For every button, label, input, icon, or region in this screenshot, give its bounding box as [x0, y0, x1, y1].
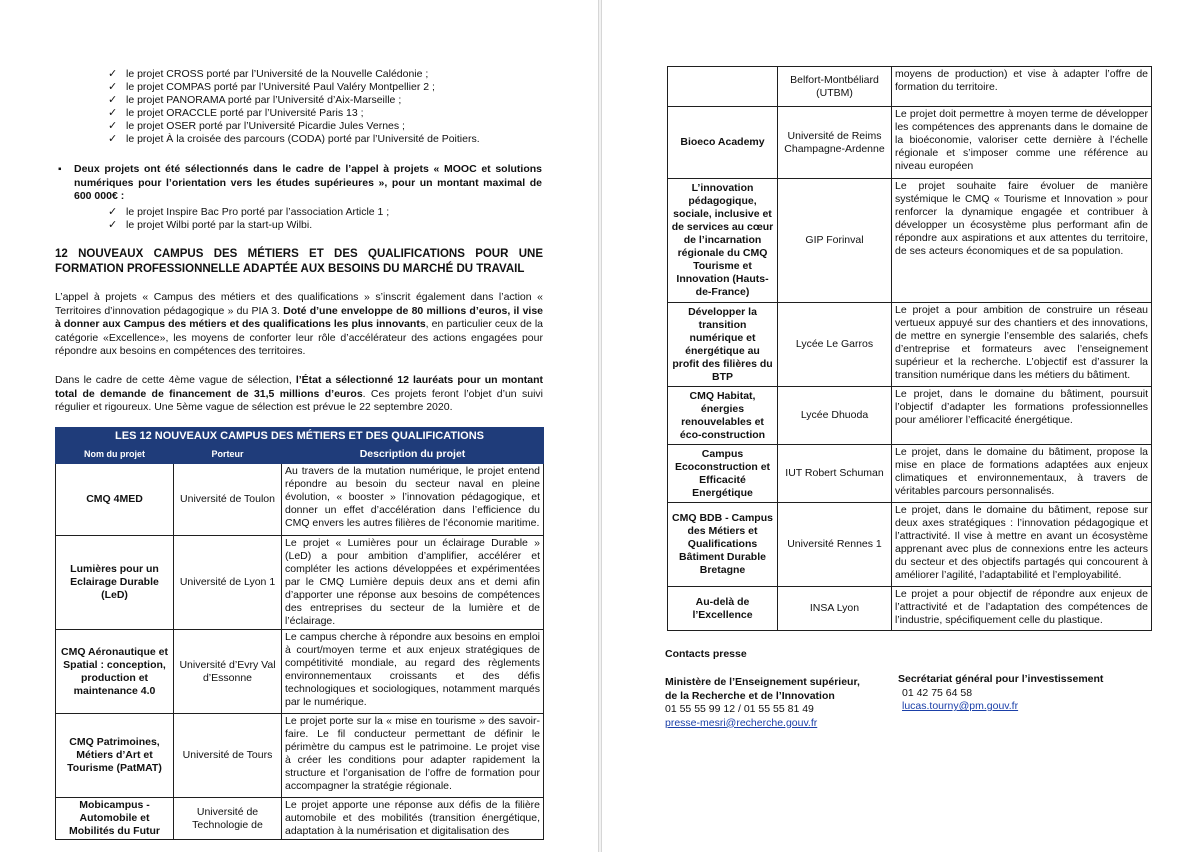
project-name-cell: CMQ Habitat, énergies renouvelables et éco-construction — [668, 387, 778, 445]
carrier-cell: Université Rennes 1 — [778, 503, 892, 587]
sgpi-contact — [898, 673, 1148, 714]
campus-table-continued — [667, 66, 1152, 631]
column-header: Nom du projet — [56, 446, 174, 464]
table-row — [56, 536, 544, 630]
document-page-left — [0, 0, 598, 852]
project-name-cell: L’innovation pédagogique, sociale, inclusive et de services au cœur de l’incarnation régionale du CMQ Tourisme et Innovation (Hauts-de-France) — [668, 179, 778, 303]
carrier-cell: Université de Technologie de — [174, 798, 282, 840]
carrier-cell: Université de Tours — [174, 714, 282, 798]
carrier-cell: Lycée Le Garros — [778, 303, 892, 387]
table-row — [668, 303, 1152, 387]
ministry-phone: 01 55 55 99 12 / 01 55 55 81 49 — [665, 703, 814, 715]
description-cell: Le projet a pour ambition de construire un réseau vertueux appuyé sur des chantiers et des innovations, de mettre en synergie l’ensemble des salariés, chefs d’entreprise et formateurs avec l’enseignement supérieur et la recherche. L’objectif est d’assurer la transition numérique dans les métiers du bâtiment. — [892, 303, 1152, 387]
checkmark-icon: ✓ — [108, 107, 118, 119]
description-cell: Le projet, dans le domaine du bâtiment, poursuit l’objectif d’adapter les formations professionnelles pour améliorer l’efficacité énergétique. — [892, 387, 1152, 445]
checkmark-icon: ✓ — [108, 219, 118, 231]
selection-paragraph: Dans le cadre de cette 4ème vague de sélection, l’État a sélectionné 12 lauréats pour un montant total de demande de financement de 31,5 millions d’euros. Ces projets feront l’objet d’un suivi régulier et rigoureux. Une 5ème vague de sélection est prévue le 22 septembre 2020. — [55, 374, 544, 414]
column-header: Porteur — [174, 446, 282, 464]
description-cell: Le projet, dans le domaine du bâtiment, repose sur deux axes stratégiques : l’innovation pédagogique et l’attractivité. Il vise à mettre en avant un écosystème apprenant avec plus de connexions entre les acteurs du secteur et des objectifs partagés qui concourent à améliorer l’agilité, l’adaptabilité et l’employabilité. — [892, 503, 1152, 587]
checkmark-icon: ✓ — [108, 81, 118, 93]
table-banner-row — [56, 428, 544, 446]
table-row — [56, 714, 544, 798]
description-cell: Le projet apporte une réponse aux défis de la filière automobile et des mobilités (transition énergétique, adaptation à la numérisation et digitalisation des — [282, 798, 544, 840]
section-heading: 12 NOUVEAUX CAMPUS DES MÉTIERS ET DES QUALIFICATIONS POUR UNE FORMATION PROFESSIONNELLE ADAPTÉE AUX BESOINS DU MARCHÉ DU TRAVAIL — [55, 248, 543, 275]
table-row — [668, 503, 1152, 587]
carrier-cell: IUT Robert Schuman — [778, 445, 892, 503]
project-name-cell: Lumières pour un Eclairage Durable (LeD) — [56, 536, 174, 630]
table-header-row — [56, 446, 544, 464]
list-item: ✓ le projet PANORAMA porté par l’Université d’Aix-Marseille ; — [108, 94, 402, 106]
campus-table — [55, 427, 544, 840]
sgpi-email-link[interactable]: lucas.tourny@pm.gouv.fr — [902, 700, 1019, 712]
list-item: ✓ le projet CROSS porté par l’Université de la Nouvelle Calédonie ; — [108, 68, 429, 80]
list-item: ✓ le projet À la croisée des parcours (CODA) porté par l’Université de Poitiers. — [108, 133, 480, 145]
column-header: Description du projet — [282, 446, 544, 464]
sgpi-phone: 01 42 75 64 58 — [902, 686, 973, 699]
project-name-cell: CMQ BDB - Campus des Métiers et Qualifications Bâtiment Durable Bretagne — [668, 503, 778, 587]
description-cell: Le projet doit permettre à moyen terme de développer les compétences des apprenants dans le domaine de la bioéconomie, valoriser cette dernière à l’échelle régionale et s’imposer comme une référence au niveau européen — [892, 107, 1152, 179]
table-row — [668, 387, 1152, 445]
table-banner: LES 12 NOUVEAUX CAMPUS DES MÉTIERS ET DES QUALIFICATIONS — [56, 428, 544, 446]
description-cell: Le campus cherche à répondre aux besoins en emploi à court/moyen terme et aux enjeux stratégiques de compétitivité mondiale, au regard des règlements environnementaux croissants et des défis technologiques et sociologiques, notamment marqués par le numérique. — [282, 630, 544, 714]
mooc-project-list — [108, 206, 548, 232]
project-name-cell: CMQ 4MED — [56, 464, 174, 536]
ministry-email-link[interactable]: presse-mesri@recherche.gouv.fr — [665, 716, 818, 729]
checkmark-icon: ✓ — [108, 120, 118, 132]
checkmark-icon: ✓ — [108, 68, 118, 80]
document-page-right — [602, 0, 1200, 852]
carrier-cell: Lycée Dhuoda — [778, 387, 892, 445]
list-item: ✓ le projet Wilbi porté par la start-up Wilbi. — [108, 219, 313, 231]
project-name-cell: CMQ Aéronautique et Spatial : conception, production et maintenance 4.0 — [56, 630, 174, 714]
table-row — [668, 107, 1152, 179]
table-row — [668, 445, 1152, 503]
table-row — [668, 587, 1152, 631]
ministry-contact — [665, 676, 895, 730]
ministry-name-line2: de la Recherche et de l’Innovation — [665, 689, 835, 702]
table-row — [56, 464, 544, 536]
table-row — [668, 179, 1152, 303]
carrier-cell: INSA Lyon — [778, 587, 892, 631]
project-name-cell: Campus Ecoconstruction et Efficacité Energétique — [668, 445, 778, 503]
list-item: ✓ le projet OSER porté par l’Université Picardie Jules Vernes ; — [108, 120, 405, 132]
project-name-cell: CMQ Patrimoines, Métiers d’Art et Tourisme (PatMAT) — [56, 714, 174, 798]
carrier-cell: GIP Forinval — [778, 179, 892, 303]
carrier-cell: Université de Toulon — [174, 464, 282, 536]
description-cell: moyens de production) et vise à adapter l’offre de formation du territoire. — [892, 67, 1152, 107]
description-cell: Le projet souhaite faire évoluer de manière systémique le CMQ « Tourisme et Innovation » pour renforcer la dynamique engagée et contribuer à développer un écosystème plus performant afin de répondre aux aspirations et aux attentes du territoire, de ses acteurs économiques et de sa population. — [892, 179, 1152, 303]
list-item: ✓ le projet ORACCLE porté par l’Université Paris 13 ; — [108, 107, 364, 119]
table-row — [668, 67, 1152, 107]
table-row — [56, 798, 544, 840]
checkmark-icon: ✓ — [108, 94, 118, 106]
mooc-paragraph: ▪ Deux projets ont été sélectionnés dans le cadre de l’appel à projets « MOOC et solutions numériques pour l’orientation vers les études supérieures », pour un montant maximal de 600 000€ : — [58, 163, 542, 202]
ministry-name-line1: Ministère de l’Enseignement supérieur, — [665, 676, 860, 688]
description-cell: Au travers de la mutation numérique, le projet entend répondre au besoin du secteur naval en pleine évolution, « booster » l’innovation pédagogique, et donner un effet d’accélération dans l’efficience du CMQ envers les autres filières de l’économie maritime. — [282, 464, 544, 536]
description-cell: Le projet porte sur la « mise en tourisme » des savoir-faire. Le fil conducteur permettant de définir le périmètre du campus est le patrimoine. Le projet vise à créer les conditions pour adapter rapidement la structure et l’organisation de l’offre de formation pour accompagner la stratégie régionale. — [282, 714, 544, 798]
intro-paragraph: L’appel à projets « Campus des métiers et des qualifications » s’inscrit également dans l’action « Territoires d’innovation pédagogique » du PIA 3. Doté d’une enveloppe de 80 millions d’euros, il vise à donner aux Campus des métiers et des qualifications les plus innovants, en particulier ceux de la catégorie «Excellence», les moyens de conforter leur rôle d’accélérateur des actions engagées pour répondre aux besoins en compétences des territoires. — [55, 291, 543, 358]
list-item: ✓ le projet COMPAS porté par l’Université Paul Valéry Montpellier 2 ; — [108, 81, 435, 93]
carrier-cell: Université de Lyon 1 — [174, 536, 282, 630]
description-cell: Le projet a pour objectif de répondre aux enjeux de l’attractivité et de l’adaptation des compétences de l’industrie, spécifiquement celle du plastique. — [892, 587, 1152, 631]
carrier-cell: Université de Reims Champagne-Ardenne — [778, 107, 892, 179]
project-name-cell: Développer la transition numérique et énergétique au profit des filières du BTP — [668, 303, 778, 387]
checkmark-icon: ✓ — [108, 206, 118, 218]
checkmark-icon: ✓ — [108, 133, 118, 145]
description-cell: Le projet « Lumières pour un éclairage Durable » (LeD) a pour ambition d’amplifier, accélérer et compléter les actions développées et expérimentées par le CMQ Lumière depuis deux ans et demi afin d’apporter une réponse aux besoins de compétences des entreprises du secteur de la lumière et de l’éclairage. — [282, 536, 544, 630]
carrier-cell: Université d’Evry Val d’Essonne — [174, 630, 282, 714]
carrier-cell: Belfort-Montbéliard (UTBM) — [778, 67, 892, 107]
sgpi-name: Secrétariat général pour l’investissement — [898, 673, 1104, 685]
project-name-cell: Au-delà de l’Excellence — [668, 587, 778, 631]
table-row — [56, 630, 544, 714]
project-name-cell — [668, 67, 778, 107]
project-list-tickbox — [108, 68, 548, 146]
description-cell: Le projet, dans le domaine du bâtiment, propose la mise en place de formations adaptées aux enjeux climatiques et environnementaux, à travers de véritables parcours personnalisés. — [892, 445, 1152, 503]
contacts-title: Contacts presse — [665, 648, 747, 660]
project-name-cell: Mobicampus - Automobile et Mobilités du Futur — [56, 798, 174, 840]
square-bullet-icon: ▪ — [58, 164, 62, 175]
list-item: ✓ le projet Inspire Bac Pro porté par l’association Article 1 ; — [108, 206, 390, 218]
project-name-cell: Bioeco Academy — [668, 107, 778, 179]
